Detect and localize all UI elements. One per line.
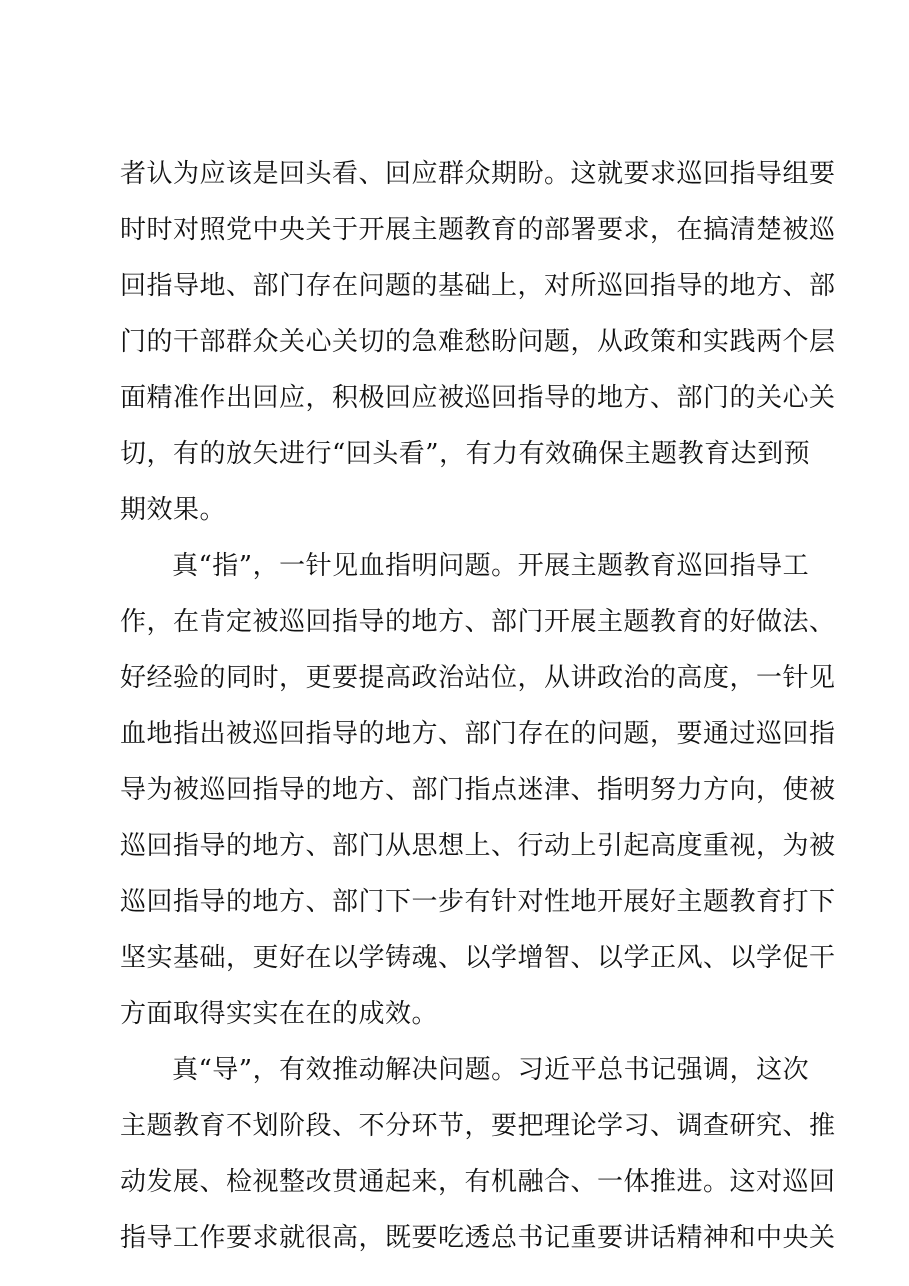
- text-line: 面精准作出回应，积极回应被巡回指导的地方、部门的关心关: [120, 383, 836, 413]
- text-line: 时时对照党中央关于开展主题教育的部署要求，在搞清楚被巡: [120, 215, 836, 245]
- text-line: 者认为应该是回头看、回应群众期盼。这就要求巡回指导组要: [120, 159, 836, 189]
- text-line: 作，在肯定被巡回指导的地方、部门开展主题教育的好做法、: [120, 607, 836, 637]
- text-line: 坚实基础，更好在以学铸魂、以学增智、以学正风、以学促干: [120, 943, 836, 973]
- text-line: 主题教育不划阶段、不分环节，要把理论学习、调查研究、推: [120, 1111, 836, 1141]
- text-line: 血地指出被巡回指导的地方、部门存在的问题，要通过巡回指: [120, 719, 836, 749]
- text-line: 切，有的放矢进行“回头看”，有力有效确保主题教育达到预: [120, 439, 811, 469]
- paragraph-heading-line: 真“导”，有效推动解决问题。习近平总书记强调，这次: [172, 1055, 810, 1085]
- text-line: 巡回指导的地方、部门下一步有针对性地开展好主题教育打下: [120, 887, 836, 917]
- text-line: 方面取得实实在在的成效。: [120, 999, 439, 1029]
- text-line: 门的干部群众关心关切的急难愁盼问题，从政策和实践两个层: [120, 327, 836, 357]
- text-line: 动发展、检视整改贯通起来，有机融合、一体推进。这对巡回: [120, 1167, 836, 1197]
- text-line: 指导工作要求就很高，既要吃透总书记重要讲话精神和中央关: [120, 1223, 836, 1253]
- text-line: 导为被巡回指导的地方、部门指点迷津、指明努力方向，使被: [120, 775, 836, 805]
- text-line: 好经验的同时，更要提高政治站位，从讲政治的高度，一针见: [120, 663, 836, 693]
- text-line: 回指导地、部门存在问题的基础上，对所巡回指导的地方、部: [120, 271, 836, 301]
- text-line: 期效果。: [120, 495, 227, 525]
- paragraph-heading-line: 真“指”，一针见血指明问题。开展主题教育巡回指导工: [172, 551, 810, 581]
- text-line: 巡回指导的地方、部门从思想上、行动上引起高度重视，为被: [120, 831, 836, 861]
